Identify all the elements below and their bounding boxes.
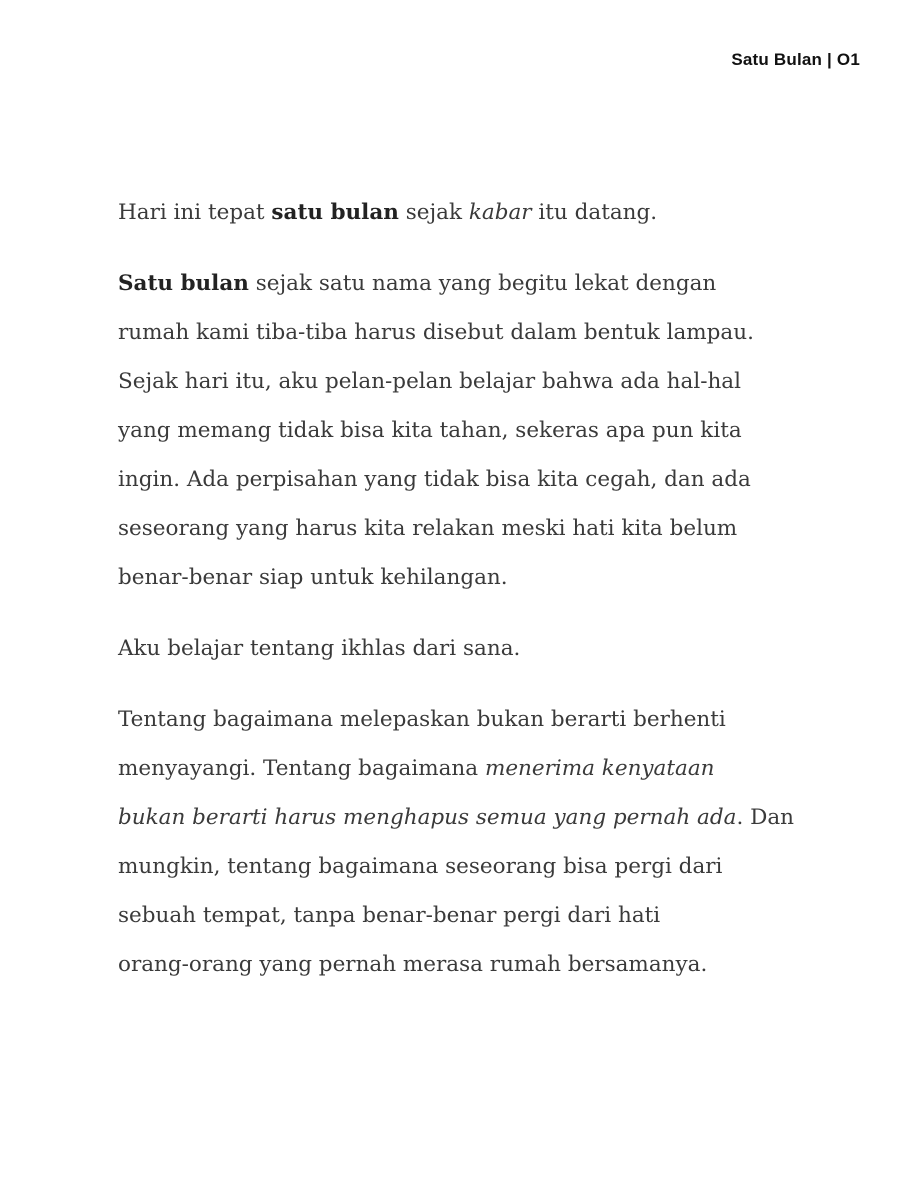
paragraph-2: [118, 259, 808, 602]
text-segment: rumah kami tiba-tiba harus disebut dalam bentuk lampau.: [118, 320, 754, 345]
text-segment: seseorang yang harus kita relakan meski hati kita belum: [118, 516, 738, 541]
italic-text: bukan berarti harus menghapus semua yang pernah ada: [118, 805, 737, 830]
text-segment: orang-orang yang pernah merasa rumah bersamanya.: [118, 952, 708, 977]
text-segment: . Dan: [736, 805, 795, 830]
italic-text: kabar: [468, 200, 532, 225]
paragraph-3: [118, 624, 808, 673]
text-segment: sebuah tempat, tanpa benar-benar pergi dari hati: [118, 903, 661, 928]
paragraph-1: [118, 188, 808, 237]
text-segment: Sejak hari itu, aku pelan-pelan belajar bahwa ada hal-hal: [118, 369, 742, 394]
text-segment: Tentang bagaimana melepaskan bukan berarti berhenti: [118, 707, 726, 732]
text-segment: yang memang tidak bisa kita tahan, sekeras apa pun kita: [118, 418, 742, 443]
document-body: [118, 188, 808, 1011]
paragraph-4: [118, 695, 808, 989]
text-segment: benar-benar siap untuk kehilangan.: [118, 565, 508, 590]
page-header-title: Satu Bulan | O1: [731, 50, 860, 69]
text-segment: sejak satu nama yang begitu lekat dengan: [248, 271, 717, 296]
text-segment: mungkin, tentang bagaimana seseorang bisa pergi dari: [118, 854, 723, 879]
bold-text: Satu bulan: [118, 271, 249, 296]
text-segment: sejak: [398, 200, 469, 225]
text-segment: menyayangi. Tentang bagaimana: [118, 756, 485, 781]
italic-text: menerima kenyataan: [484, 756, 715, 781]
text-segment: Hari ini tepat: [118, 200, 272, 225]
bold-text: satu bulan: [271, 200, 399, 225]
text-segment: Aku belajar tentang ikhlas dari sana.: [118, 636, 521, 661]
text-segment: itu datang.: [531, 200, 658, 225]
text-segment: ingin. Ada perpisahan yang tidak bisa kita cegah, dan ada: [118, 467, 751, 492]
